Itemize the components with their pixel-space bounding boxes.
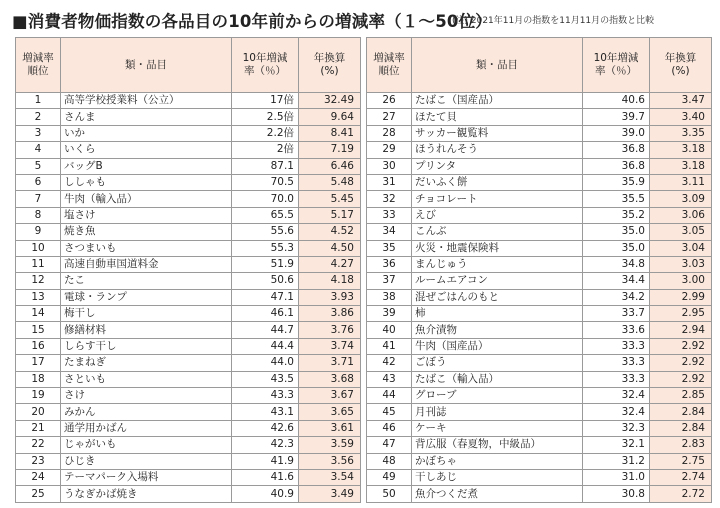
item-cell: 月刊誌 [412, 404, 583, 420]
change-cell: 42.3 [232, 437, 299, 453]
annual-rate-cell: 2.83 [650, 437, 712, 453]
item-cell: バッグB [61, 158, 232, 174]
item-cell: プリンタ [412, 158, 583, 174]
table-row [16, 469, 361, 485]
change-cell: 33.3 [583, 355, 650, 371]
change-cell: 51.9 [232, 256, 299, 272]
table-row [16, 191, 361, 207]
header-annual: 年換算 (%) [650, 38, 712, 93]
item-cell: ほうれんそう [412, 142, 583, 158]
rank-cell: 37 [367, 273, 412, 289]
item-cell: サッカー観覧料 [412, 125, 583, 141]
header-item: 類・品目 [412, 38, 583, 93]
table-row [16, 453, 361, 469]
rank-cell: 18 [16, 371, 61, 387]
rank-cell: 41 [367, 338, 412, 354]
table-row [367, 240, 712, 256]
table-row [367, 338, 712, 354]
table-row [16, 142, 361, 158]
item-cell: たばこ（国産品） [412, 93, 583, 109]
rank-cell: 27 [367, 109, 412, 125]
rank-cell: 48 [367, 453, 412, 469]
table-row [367, 469, 712, 485]
annual-rate-cell: 3.76 [299, 322, 361, 338]
annual-rate-cell: 2.84 [650, 420, 712, 436]
rank-cell: 44 [367, 388, 412, 404]
rank-cell: 23 [16, 453, 61, 469]
table-row [16, 322, 361, 338]
table-row [367, 420, 712, 436]
table-row [367, 289, 712, 305]
rank-cell: 25 [16, 486, 61, 502]
change-cell: 65.5 [232, 207, 299, 223]
change-cell: 70.0 [232, 191, 299, 207]
change-cell: 50.6 [232, 273, 299, 289]
item-cell: さんま [61, 109, 232, 125]
rank-cell: 38 [367, 289, 412, 305]
item-cell: 修繕材料 [61, 322, 232, 338]
rank-cell: 29 [367, 142, 412, 158]
item-cell: 背広服（春夏物，中級品） [412, 437, 583, 453]
change-cell: 55.3 [232, 240, 299, 256]
rank-cell: 15 [16, 322, 61, 338]
rank-cell: 14 [16, 306, 61, 322]
header-item: 類・品目 [61, 38, 232, 93]
annual-rate-cell: 3.09 [650, 191, 712, 207]
item-cell: たまねぎ [61, 355, 232, 371]
rank-cell: 40 [367, 322, 412, 338]
table-row [367, 388, 712, 404]
annual-rate-cell: 2.99 [650, 289, 712, 305]
item-cell: こんぶ [412, 224, 583, 240]
annual-rate-cell: 2.92 [650, 355, 712, 371]
rank-cell: 35 [367, 240, 412, 256]
table-row [16, 207, 361, 223]
annual-rate-cell: 3.04 [650, 240, 712, 256]
item-cell: 柿 [412, 306, 583, 322]
table-row [16, 224, 361, 240]
annual-rate-cell: 6.46 [299, 158, 361, 174]
rank-cell: 49 [367, 469, 412, 485]
header-change: 10年増減 率（％） [583, 38, 650, 93]
change-cell: 33.3 [583, 338, 650, 354]
table-row [367, 174, 712, 190]
rank-cell: 5 [16, 158, 61, 174]
item-cell: 高速自動車国道料金 [61, 256, 232, 272]
change-cell: 32.4 [583, 404, 650, 420]
item-cell: 干しあじ [412, 469, 583, 485]
rank-cell: 12 [16, 273, 61, 289]
item-cell: さけ [61, 388, 232, 404]
rank-cell: 32 [367, 191, 412, 207]
table-row [367, 486, 712, 502]
rank-cell: 33 [367, 207, 412, 223]
item-cell: じゃがいも [61, 437, 232, 453]
table-row [367, 404, 712, 420]
item-cell: かぼちゃ [412, 453, 583, 469]
rank-cell: 8 [16, 207, 61, 223]
table-row [367, 437, 712, 453]
change-cell: 36.8 [583, 158, 650, 174]
change-cell: 87.1 [232, 158, 299, 174]
annual-rate-cell: 4.27 [299, 256, 361, 272]
change-cell: 2.2倍 [232, 125, 299, 141]
table-row [367, 109, 712, 125]
table-row [16, 174, 361, 190]
table-row [367, 207, 712, 223]
table-row [16, 486, 361, 502]
rank-cell: 4 [16, 142, 61, 158]
change-cell: 33.3 [583, 371, 650, 387]
rank-cell: 28 [367, 125, 412, 141]
table-row [16, 338, 361, 354]
item-cell: グローブ [412, 388, 583, 404]
rank-cell: 10 [16, 240, 61, 256]
item-cell: テーマパーク入場料 [61, 469, 232, 485]
table-row [367, 371, 712, 387]
rank-cell: 45 [367, 404, 412, 420]
rank-cell: 9 [16, 224, 61, 240]
item-cell: ひじき [61, 453, 232, 469]
page-title: ■消費者物価指数の各品目の10年前からの増減率（１～50位） [12, 12, 493, 31]
annual-rate-cell: 3.74 [299, 338, 361, 354]
rank-cell: 22 [16, 437, 61, 453]
change-cell: 36.8 [583, 142, 650, 158]
annual-rate-cell: 2.92 [650, 338, 712, 354]
rank-cell: 36 [367, 256, 412, 272]
change-cell: 31.0 [583, 469, 650, 485]
item-cell: 牛肉（国産品） [412, 338, 583, 354]
table-row [16, 273, 361, 289]
item-cell: いか [61, 125, 232, 141]
ranking-table-right [366, 37, 712, 503]
change-cell: 42.6 [232, 420, 299, 436]
annual-rate-cell: 2.85 [650, 388, 712, 404]
rank-cell: 16 [16, 338, 61, 354]
table-row [367, 93, 712, 109]
item-cell: 通学用かばん [61, 420, 232, 436]
table-header-row [367, 38, 712, 93]
annual-rate-cell: 3.65 [299, 404, 361, 420]
annual-rate-cell: 4.50 [299, 240, 361, 256]
annual-rate-cell: 2.95 [650, 306, 712, 322]
item-cell: いくら [61, 142, 232, 158]
annual-rate-cell: 2.75 [650, 453, 712, 469]
item-cell: さつまいも [61, 240, 232, 256]
change-cell: 17倍 [232, 93, 299, 109]
item-cell: 塩さけ [61, 207, 232, 223]
note-text: (注) 2021年11月の指数を11月11月の指数と比較 [452, 16, 655, 26]
item-cell: たこ [61, 273, 232, 289]
annual-rate-cell: 3.86 [299, 306, 361, 322]
annual-rate-cell: 4.18 [299, 273, 361, 289]
item-cell: ルームエアコン [412, 273, 583, 289]
annual-rate-cell: 3.05 [650, 224, 712, 240]
rank-cell: 46 [367, 420, 412, 436]
change-cell: 35.2 [583, 207, 650, 223]
table-row [367, 355, 712, 371]
item-cell: 牛肉（輸入品） [61, 191, 232, 207]
change-cell: 41.9 [232, 453, 299, 469]
change-cell: 44.0 [232, 355, 299, 371]
table-row [367, 322, 712, 338]
item-cell: ごぼう [412, 355, 583, 371]
rank-cell: 50 [367, 486, 412, 502]
change-cell: 34.2 [583, 289, 650, 305]
change-cell: 33.6 [583, 322, 650, 338]
annual-rate-cell: 2.72 [650, 486, 712, 502]
annual-rate-cell: 3.71 [299, 355, 361, 371]
item-cell: ほたて貝 [412, 109, 583, 125]
item-cell: ケーキ [412, 420, 583, 436]
table-row [367, 273, 712, 289]
change-cell: 35.9 [583, 174, 650, 190]
item-cell: チョコレート [412, 191, 583, 207]
annual-rate-cell: 4.52 [299, 224, 361, 240]
change-cell: 35.5 [583, 191, 650, 207]
annual-rate-cell: 3.18 [650, 142, 712, 158]
annual-rate-cell: 3.47 [650, 93, 712, 109]
annual-rate-cell: 3.06 [650, 207, 712, 223]
annual-rate-cell: 5.45 [299, 191, 361, 207]
annual-rate-cell: 3.11 [650, 174, 712, 190]
rank-cell: 47 [367, 437, 412, 453]
change-cell: 35.0 [583, 224, 650, 240]
annual-rate-cell: 7.19 [299, 142, 361, 158]
annual-rate-cell: 5.17 [299, 207, 361, 223]
change-cell: 34.8 [583, 256, 650, 272]
table-row [367, 453, 712, 469]
change-cell: 43.5 [232, 371, 299, 387]
table-row [16, 355, 361, 371]
item-cell: 魚介漬物 [412, 322, 583, 338]
rank-cell: 1 [16, 93, 61, 109]
change-cell: 43.1 [232, 404, 299, 420]
table-row [16, 158, 361, 174]
table-row [367, 224, 712, 240]
table-row [16, 93, 361, 109]
change-cell: 34.4 [583, 273, 650, 289]
header-annual: 年換算 (%) [299, 38, 361, 93]
annual-rate-cell: 3.59 [299, 437, 361, 453]
annual-rate-cell: 3.49 [299, 486, 361, 502]
table-row [367, 158, 712, 174]
item-cell: だいふく餅 [412, 174, 583, 190]
rank-cell: 30 [367, 158, 412, 174]
rank-cell: 39 [367, 306, 412, 322]
change-cell: 2.5倍 [232, 109, 299, 125]
item-cell: 魚介つくだ煮 [412, 486, 583, 502]
rank-cell: 13 [16, 289, 61, 305]
item-cell: 火災・地震保険料 [412, 240, 583, 256]
table-row [16, 404, 361, 420]
annual-rate-cell: 3.56 [299, 453, 361, 469]
change-cell: 35.0 [583, 240, 650, 256]
table-row [367, 306, 712, 322]
header-rank: 増減率 順位 [367, 38, 412, 93]
table-row [16, 306, 361, 322]
item-cell: うなぎかば焼き [61, 486, 232, 502]
table-row [367, 191, 712, 207]
table-row [16, 256, 361, 272]
rank-cell: 6 [16, 174, 61, 190]
annual-rate-cell: 2.94 [650, 322, 712, 338]
rank-cell: 42 [367, 355, 412, 371]
ranking-table-left [15, 37, 361, 503]
annual-rate-cell: 3.68 [299, 371, 361, 387]
table-row [16, 437, 361, 453]
table-row [367, 125, 712, 141]
rank-cell: 24 [16, 469, 61, 485]
item-cell: みかん [61, 404, 232, 420]
annual-rate-cell: 9.64 [299, 109, 361, 125]
annual-rate-cell: 3.18 [650, 158, 712, 174]
annual-rate-cell: 2.92 [650, 371, 712, 387]
rank-cell: 21 [16, 420, 61, 436]
rank-cell: 17 [16, 355, 61, 371]
change-cell: 44.7 [232, 322, 299, 338]
item-cell: えび [412, 207, 583, 223]
table-row [367, 142, 712, 158]
annual-rate-cell: 3.40 [650, 109, 712, 125]
annual-rate-cell: 3.93 [299, 289, 361, 305]
change-cell: 2倍 [232, 142, 299, 158]
item-cell: 混ぜごはんのもと [412, 289, 583, 305]
change-cell: 41.6 [232, 469, 299, 485]
header-change: 10年増減 率（％） [232, 38, 299, 93]
item-cell: さといも [61, 371, 232, 387]
item-cell: たばこ（輸入品） [412, 371, 583, 387]
change-cell: 40.9 [232, 486, 299, 502]
table-row [16, 388, 361, 404]
table-row [367, 256, 712, 272]
change-cell: 40.6 [583, 93, 650, 109]
item-cell: 焼き魚 [61, 224, 232, 240]
change-cell: 46.1 [232, 306, 299, 322]
annual-rate-cell: 3.03 [650, 256, 712, 272]
annual-rate-cell: 3.54 [299, 469, 361, 485]
table-row [16, 420, 361, 436]
table-row [16, 109, 361, 125]
change-cell: 31.2 [583, 453, 650, 469]
rank-cell: 31 [367, 174, 412, 190]
table-row [16, 125, 361, 141]
rank-cell: 20 [16, 404, 61, 420]
change-cell: 39.7 [583, 109, 650, 125]
table-row [16, 371, 361, 387]
annual-rate-cell: 3.67 [299, 388, 361, 404]
rank-cell: 43 [367, 371, 412, 387]
change-cell: 44.4 [232, 338, 299, 354]
annual-rate-cell: 2.84 [650, 404, 712, 420]
header-rank: 増減率 順位 [16, 38, 61, 93]
change-cell: 39.0 [583, 125, 650, 141]
annual-rate-cell: 2.74 [650, 469, 712, 485]
rank-cell: 11 [16, 256, 61, 272]
change-cell: 55.6 [232, 224, 299, 240]
rank-cell: 2 [16, 109, 61, 125]
annual-rate-cell: 3.61 [299, 420, 361, 436]
change-cell: 30.8 [583, 486, 650, 502]
item-cell: 電球・ランプ [61, 289, 232, 305]
annual-rate-cell: 3.00 [650, 273, 712, 289]
rank-cell: 3 [16, 125, 61, 141]
table-row [16, 240, 361, 256]
change-cell: 32.1 [583, 437, 650, 453]
item-cell: 梅干し [61, 306, 232, 322]
change-cell: 47.1 [232, 289, 299, 305]
annual-rate-cell: 3.35 [650, 125, 712, 141]
rank-cell: 26 [367, 93, 412, 109]
table-header-row [16, 38, 361, 93]
item-cell: まんじゅう [412, 256, 583, 272]
table-row [16, 289, 361, 305]
annual-rate-cell: 5.48 [299, 174, 361, 190]
annual-rate-cell: 8.41 [299, 125, 361, 141]
rank-cell: 34 [367, 224, 412, 240]
change-cell: 32.4 [583, 388, 650, 404]
change-cell: 70.5 [232, 174, 299, 190]
change-cell: 43.3 [232, 388, 299, 404]
rank-cell: 7 [16, 191, 61, 207]
change-cell: 33.7 [583, 306, 650, 322]
item-cell: 高等学校授業料（公立） [61, 93, 232, 109]
item-cell: しらす干し [61, 338, 232, 354]
rank-cell: 19 [16, 388, 61, 404]
item-cell: ししゃも [61, 174, 232, 190]
annual-rate-cell: 32.49 [299, 93, 361, 109]
change-cell: 32.3 [583, 420, 650, 436]
